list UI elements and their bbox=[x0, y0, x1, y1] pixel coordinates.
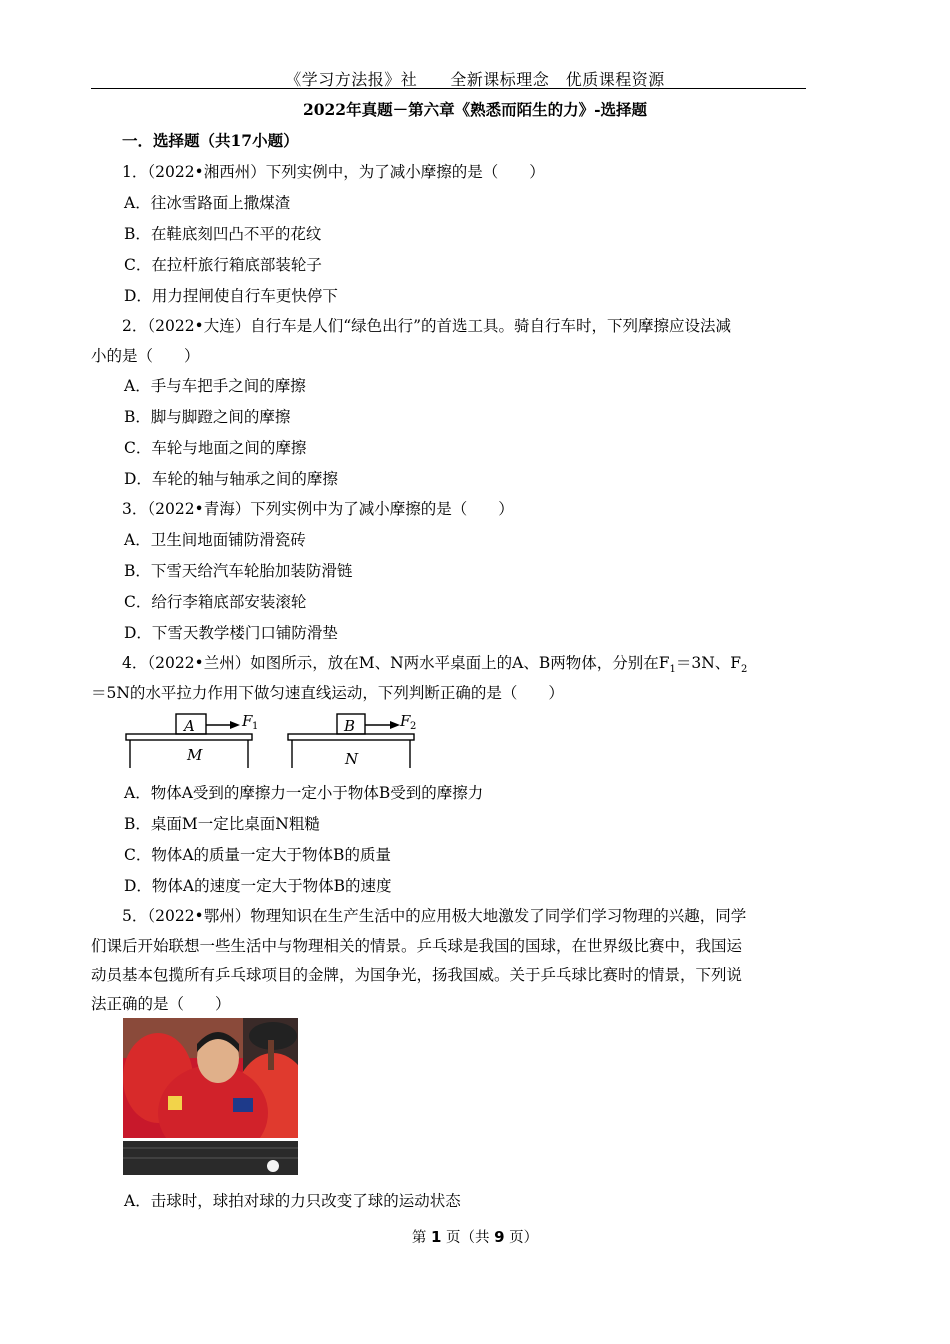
label-n: N bbox=[345, 750, 359, 768]
label-f2: F bbox=[400, 712, 411, 730]
q1-option-b: B．在鞋底刻凹凸不平的花纹 bbox=[124, 225, 322, 243]
label-f2-sub: 2 bbox=[410, 721, 417, 732]
question-5: 5．（2022•鄂州）物理知识在生产生活中的应用极大地激发了同学们学习物理的兴趣，同学 bbox=[122, 907, 747, 925]
q3-option-c: C．给行李箱底部安装滚轮 bbox=[124, 593, 307, 611]
arrowhead-b bbox=[390, 721, 400, 729]
label-f1-sub: 1 bbox=[252, 721, 259, 732]
q1-option-c: C．在拉杆旅行箱底部装轮子 bbox=[124, 256, 322, 274]
question-4-cont: ＝5N的水平拉力作用下做匀速直线运动，下列判断正确的是（ ） bbox=[91, 684, 564, 702]
question-4: 4．（2022•兰州）如图所示，放在M、N两水平桌面上的A、B两物体，分别在$F_1=3N$、$F_2$ bbox=[122, 654, 748, 676]
q2-option-c: C．车轮与地面之间的摩擦 bbox=[124, 439, 307, 457]
friction-diagram bbox=[120, 708, 430, 773]
table-tennis-photo bbox=[123, 1018, 298, 1175]
page-footer: 第 1 页（共 9 页） bbox=[411, 1228, 539, 1246]
question-5-cont-3: 法正确的是（ ） bbox=[91, 995, 231, 1013]
question-5-cont-1: 们课后开始联想一些生活中与物理相关的情景。乒乓球是我国的国球，在世界级比赛中，我国运 bbox=[91, 937, 743, 955]
q5-option-a: A．击球时，球拍对球的力只改变了球的运动状态 bbox=[124, 1192, 461, 1210]
question-2-cont: 小的是（ ） bbox=[91, 347, 200, 365]
label-b: B bbox=[344, 717, 356, 735]
q2-option-a: A．手与车把手之间的摩擦 bbox=[124, 377, 306, 395]
q4-option-c: C．物体A的质量一定大于物体B的质量 bbox=[124, 846, 391, 864]
current-page: 1 bbox=[430, 1228, 442, 1246]
question-3: 3．（2022•青海）下列实例中为了减小摩擦的是（ ） bbox=[122, 500, 514, 518]
section-heading: 一．选择题（共17小题） bbox=[122, 131, 299, 150]
question-2: 2．（2022•大连）自行车是人们“绿色出行”的首选工具。骑自行车时，下列摩擦应设法减 bbox=[122, 317, 732, 335]
q2-option-d: D．车轮的轴与轴承之间的摩擦 bbox=[124, 470, 338, 488]
page-header: 《学习方法报》社 全新课标理念 优质课程资源 bbox=[285, 70, 665, 89]
arrowhead-a bbox=[230, 721, 240, 729]
q4-option-d: D．物体A的速度一定大于物体B的速度 bbox=[124, 877, 392, 895]
header-rule bbox=[91, 88, 806, 89]
q4-option-a: A．物体A受到的摩擦力一定小于物体B受到的摩擦力 bbox=[124, 784, 484, 802]
label-m: M bbox=[187, 746, 203, 764]
document-title: 2022年真题－第六章《熟悉而陌生的力》-选择题 bbox=[302, 100, 648, 119]
label-f1: F bbox=[242, 712, 253, 730]
q3-option-d: D．下雪天教学楼门口铺防滑垫 bbox=[124, 624, 338, 642]
q1-option-d: D．用力捏闸使自行车更快停下 bbox=[124, 287, 338, 305]
question-1: 1．（2022•湘西州）下列实例中，为了减小摩擦的是（ ） bbox=[122, 163, 545, 181]
q1-option-a: A．往冰雪路面上撒煤渣 bbox=[124, 194, 291, 212]
question-5-cont-2: 动员基本包揽所有乒乓球项目的金牌，为国争光，扬我国威。关于乒乓球比赛时的情景，下列说 bbox=[91, 966, 743, 984]
label-a: A bbox=[184, 717, 195, 735]
total-pages: 9 bbox=[494, 1228, 505, 1246]
q4-option-b: B．桌面M一定比桌面N粗糙 bbox=[124, 815, 320, 833]
q3-option-a: A．卫生间地面铺防滑瓷砖 bbox=[124, 531, 306, 549]
q3-option-b: B．下雪天给汽车轮胎加装防滑链 bbox=[124, 562, 353, 580]
q2-option-b: B．脚与脚蹬之间的摩擦 bbox=[124, 408, 291, 426]
